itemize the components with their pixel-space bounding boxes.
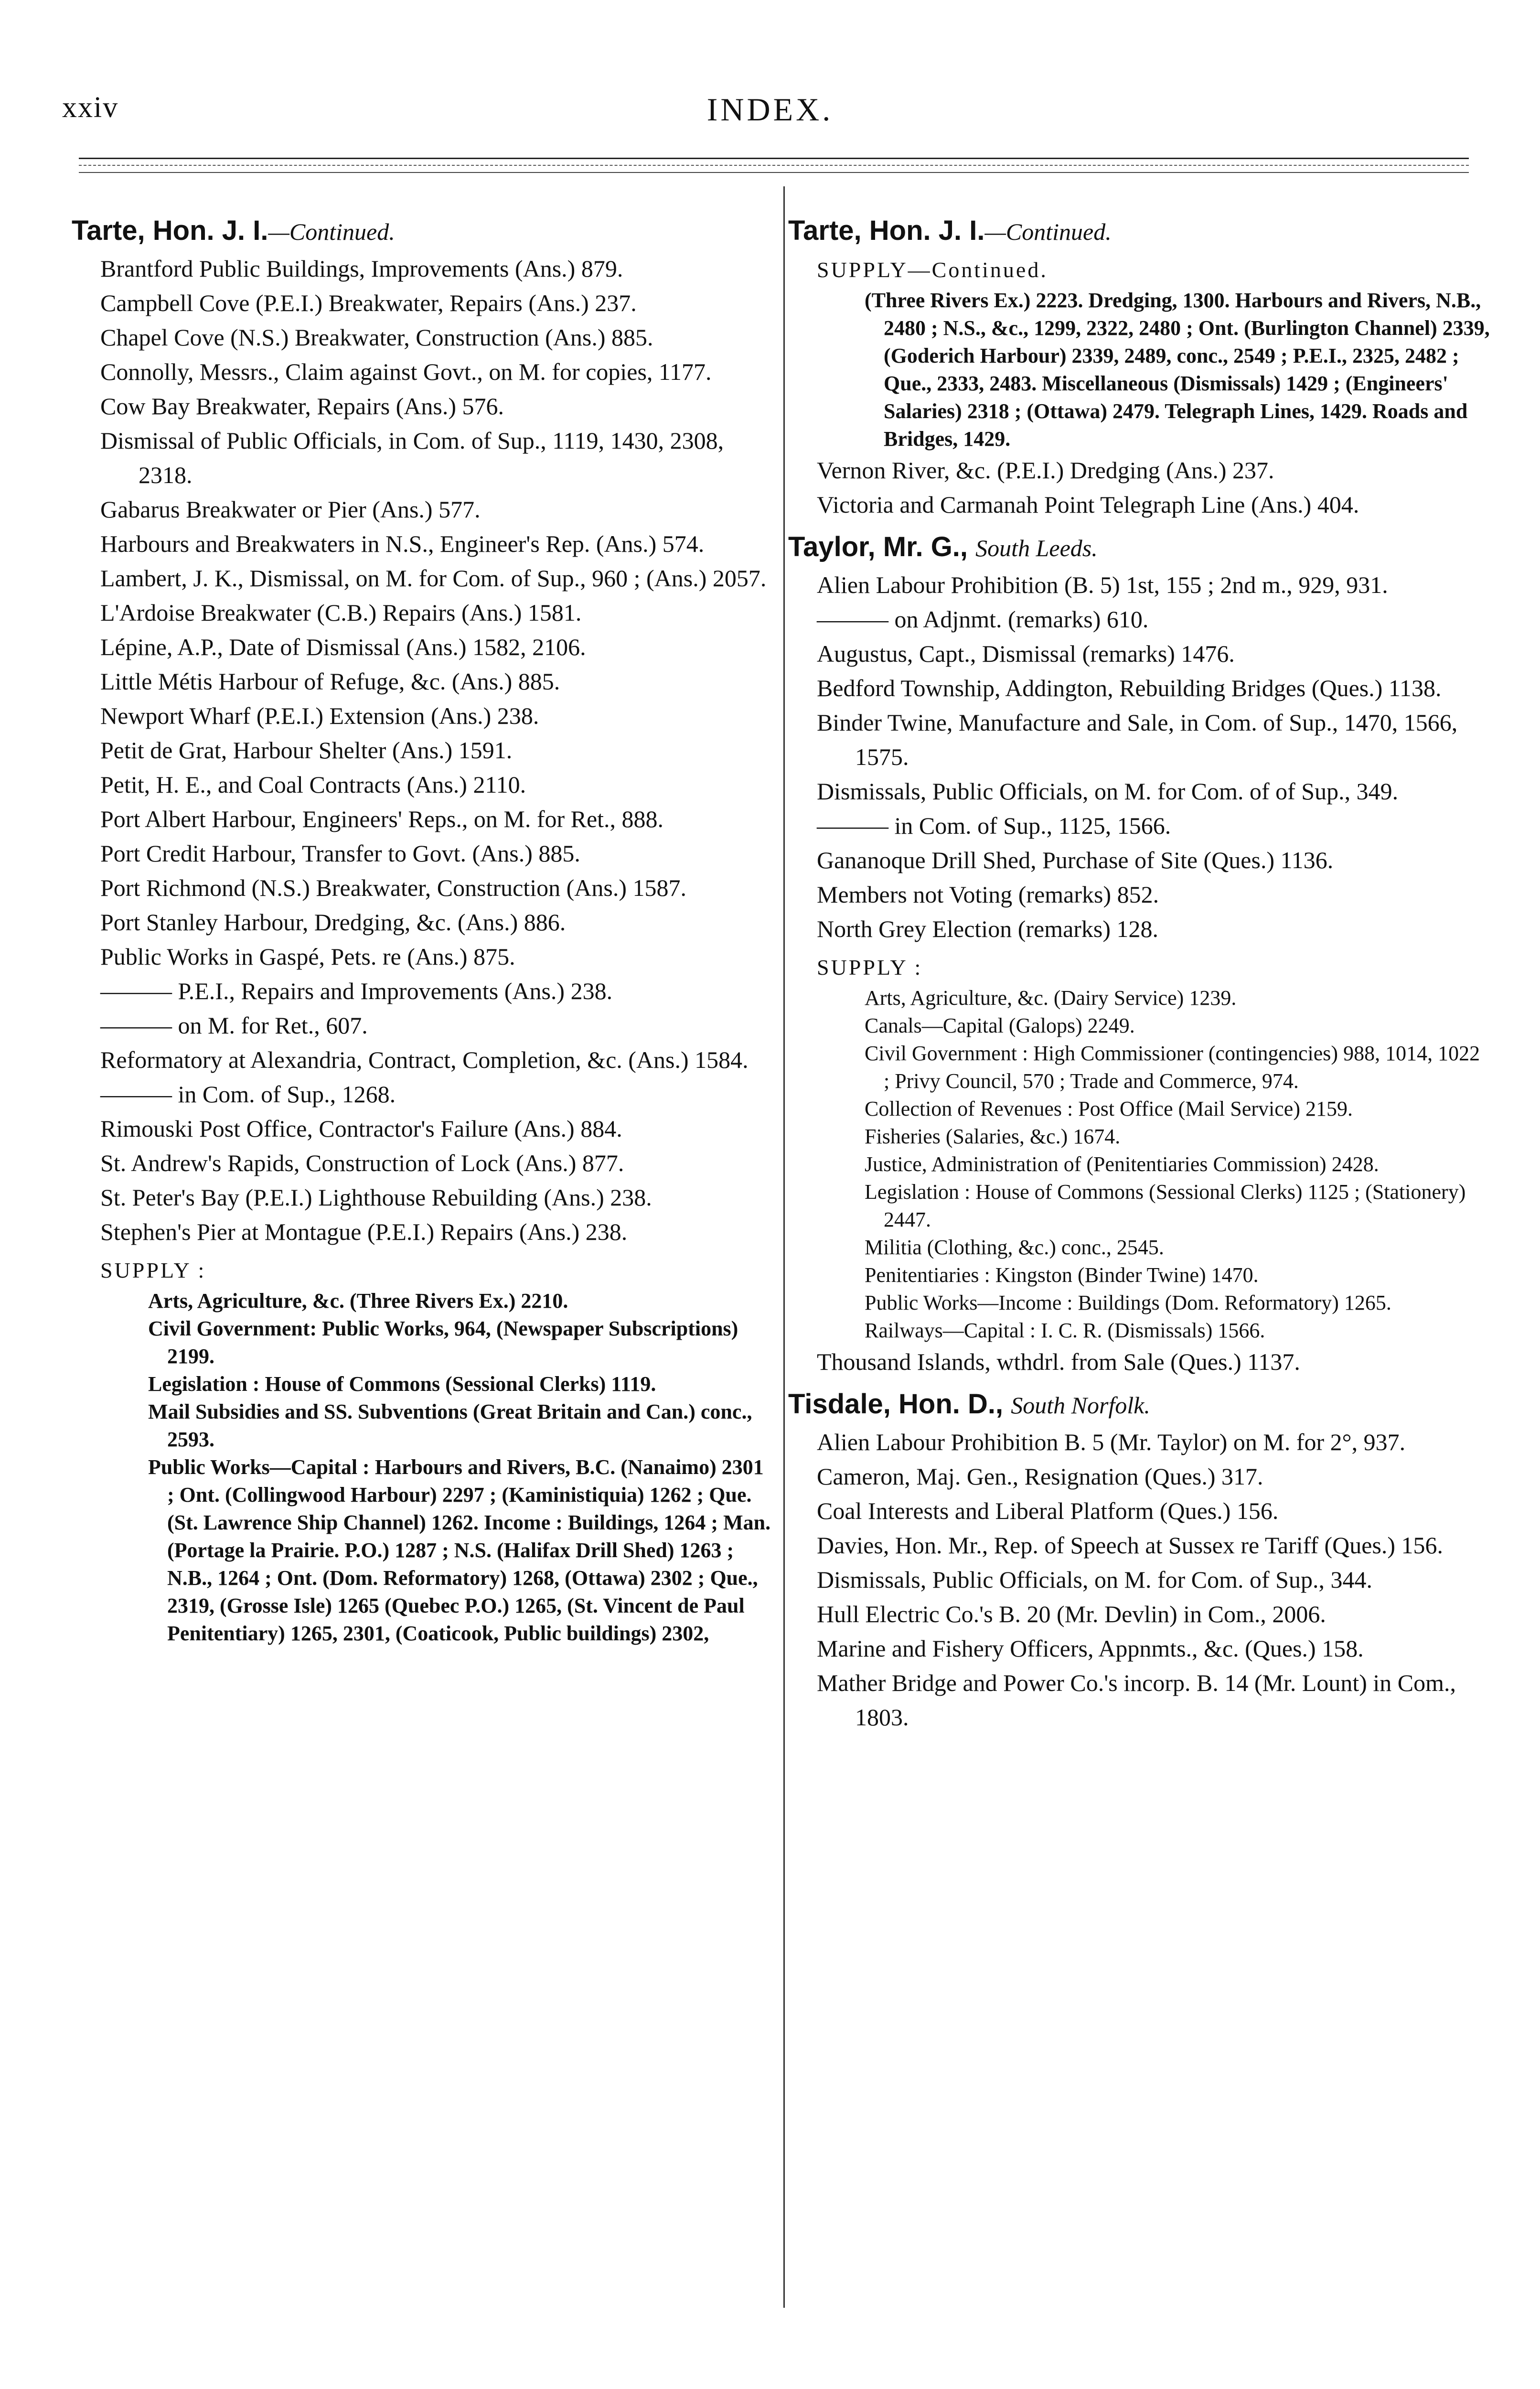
index-entry: Cow Bay Breakwater, Repairs (Ans.) 576. [100, 393, 504, 420]
index-heading-tarte [72, 214, 774, 248]
index-entry: St. Peter's Bay (P.E.I.) Lighthouse Rebuilding (Ans.) 238. [100, 1184, 652, 1211]
supply-entry: Militia (Clothing, &c.) conc., 2545. [865, 1236, 1164, 1259]
supply-entry: Collection of Revenues : Post Office (Mail Service) 2159. [865, 1097, 1353, 1120]
index-entry: Connolly, Messrs., Claim against Govt., on M. for copies, 1177. [100, 358, 712, 385]
index-entry: Rimouski Post Office, Contractor's Failure (Ans.) 884. [100, 1115, 622, 1142]
page-title: INDEX. [706, 91, 834, 128]
heading-riding: South Leeds. [975, 535, 1098, 561]
index-entry: Hull Electric Co.'s B. 20 (Mr. Devlin) in Com., 2006. [817, 1601, 1326, 1627]
entry-list [788, 568, 1490, 946]
index-entry: Lépine, A.P., Date of Dismissal (Ans.) 1582, 2106. [100, 634, 586, 660]
index-entry: Campbell Cove (P.E.I.) Breakwater, Repairs (Ans.) 237. [100, 290, 637, 316]
supply-list [72, 1287, 774, 1647]
index-entry: Victoria and Carmanah Point Telegraph Line (Ans.) 404. [817, 491, 1359, 518]
index-entry: Reformatory at Alexandria, Contract, Completion, &c. (Ans.) 1584. [100, 1046, 749, 1073]
index-entry: Dismissals, Public Officials, on M. for Com. of of Sup., 349. [817, 778, 1399, 805]
index-entry: Mather Bridge and Power Co.'s incorp. B. 14 (Mr. Lount) in Com., 1803. [817, 1669, 1456, 1731]
index-entry: Harbours and Breakwaters in N.S., Engineer's Rep. (Ans.) 574. [100, 530, 705, 557]
index-entry: Members not Voting (remarks) 852. [817, 881, 1159, 908]
page-number: xxiv [62, 91, 119, 124]
index-entry: Coal Interests and Liberal Platform (Ques.) 156. [817, 1497, 1279, 1524]
index-entry: Brantford Public Buildings, Improvements (Ans.) 879. [100, 255, 623, 282]
supply-continued-text: (Three Rivers Ex.) 2223. Dredging, 1300. Harbours and Rivers, N.B., 2480 ; N.S., &c., 1299, 2322, 2480 ; Ont. (Burlington Channel) 2339, (Goderich Harbour) 2339, 2489, conc., 2549 ; P.E.I., 2325, 2482 ; Que., 2333, 2483. Miscellaneous (Dismissals) 1429 ; (Engineers' Salaries) 2318 ; (Ottawa) 2479. Telegraph Lines, 1429. Roads and Bridges, 1429. [865, 289, 1490, 451]
entry-list [788, 1425, 1490, 1734]
supply-entry: Arts, Agriculture, &c. (Three Rivers Ex.) 2210. [148, 1289, 568, 1313]
heading-name: Tisdale, Hon. D., [788, 1388, 1004, 1420]
supply-entry: Legislation : House of Commons (Sessional Clerks) 1125 ; (Stationery) 2447. [865, 1180, 1466, 1231]
index-entry: Bedford Township, Addington, Rebuilding Bridges (Ques.) 1138. [817, 675, 1442, 701]
supply-entry: Mail Subsidies and SS. Subventions (Great Britain and Can.) conc., 2593. [148, 1400, 752, 1451]
supply-entry: Public Works—Income : Buildings (Dom. Reformatory) 1265. [865, 1291, 1391, 1314]
supply-label: SUPPLY : [100, 1258, 206, 1282]
heading-name: Tarte, Hon. J. I. [72, 215, 268, 246]
heading-continued: —Continued. [268, 218, 395, 245]
page-header [0, 91, 1540, 139]
heading-riding: South Norfolk. [1011, 1392, 1150, 1419]
header-rule-lower [79, 172, 1469, 173]
index-entry: Dismissal of Public Officials, in Com. of Sup., 1119, 1430, 2308, 2318. [100, 427, 724, 488]
index-entry: ——— P.E.I., Repairs and Improvements (Ans.) 238. [100, 978, 613, 1004]
index-entry: ——— on Adjnmt. (remarks) 610. [817, 606, 1149, 633]
supply-label: SUPPLY—Continued. [817, 258, 1048, 282]
index-entry: Dismissals, Public Officials, on M. for Com. of Sup., 344. [817, 1566, 1372, 1593]
supply-entry: Arts, Agriculture, &c. (Dairy Service) 1239. [865, 986, 1237, 1010]
supply-label: SUPPLY : [817, 955, 923, 979]
index-entry: Thousand Islands, wthdrl. from Sale (Ques.) 1137. [817, 1348, 1300, 1375]
index-entry: Public Works in Gaspé, Pets. re (Ans.) 875. [100, 943, 515, 970]
index-entry: Petit de Grat, Harbour Shelter (Ans.) 1591. [100, 737, 513, 764]
heading-name: Tarte, Hon. J. I. [788, 215, 985, 246]
index-entry: ——— on M. for Ret., 607. [100, 1012, 368, 1039]
heading-continued: —Continued. [984, 218, 1112, 245]
supply-entry: Public Works—Capital : Harbours and Rivers, B.C. (Nanaimo) 2301 ; Ont. (Collingwood Harbour) 2297 ; (Kaministiquia) 1262 ; Que. (St. Lawrence Ship Channel) 1262. Income : Buildings, 1264 ; Man. (Portage la Prairie. P.O.) 1287 ; N.S. (Halifax Drill Shed) 1263 ; N.B., 1264 ; Ont. (Dom. Reformatory) 1268, (Ottawa) 2302 ; Que., 2319, (Grosse Isle) 1265 (Quebec P.O.) 1265, (St. Vincent de Paul Penitentiary) 1265, 2301, (Coaticook, Public buildings) 2302, [148, 1455, 771, 1645]
supply-entry: Penitentiaries : Kingston (Binder Twine) 1470. [865, 1263, 1259, 1287]
index-entry: ——— in Com. of Sup., 1268. [100, 1081, 396, 1108]
index-entry: Gabarus Breakwater or Pier (Ans.) 577. [100, 496, 481, 523]
index-entry: Port Albert Harbour, Engineers' Reps., on M. for Ret., 888. [100, 806, 664, 832]
left-column [72, 205, 774, 1647]
supply-list [788, 984, 1490, 1345]
index-entry: Cameron, Maj. Gen., Resignation (Ques.) 317. [817, 1463, 1263, 1490]
index-entry: North Grey Election (remarks) 128. [817, 915, 1159, 942]
supply-entry: Civil Government: Public Works, 964, (Newspaper Subscriptions) 2199. [148, 1317, 738, 1368]
header-rule [79, 158, 1469, 159]
index-entry: ——— in Com. of Sup., 1125, 1566. [817, 812, 1171, 839]
entry-list [788, 453, 1490, 522]
index-entry: Chapel Cove (N.S.) Breakwater, Construction (Ans.) 885. [100, 324, 653, 351]
index-entry: Lambert, J. K., Dismissal, on M. for Com. of Sup., 960 ; (Ans.) 2057. [100, 565, 767, 592]
index-heading-tarte-continued [788, 214, 1490, 248]
index-entry: Augustus, Capt., Dismissal (remarks) 1476. [817, 640, 1235, 667]
index-entry: Gananoque Drill Shed, Purchase of Site (Ques.) 1136. [817, 847, 1334, 873]
entry-list [72, 251, 774, 1249]
index-entry: Vernon River, &c. (P.E.I.) Dredging (Ans.) 237. [817, 457, 1274, 484]
index-entry: Alien Labour Prohibition (B. 5) 1st, 155 ; 2nd m., 929, 931. [817, 571, 1388, 598]
index-entry: Port Stanley Harbour, Dredging, &c. (Ans.) 886. [100, 909, 566, 936]
index-heading-taylor [788, 530, 1490, 565]
supply-entry: Canals—Capital (Galops) 2249. [865, 1014, 1135, 1037]
index-entry: Petit, H. E., and Coal Contracts (Ans.) 2110. [100, 771, 526, 798]
index-entry: Newport Wharf (P.E.I.) Extension (Ans.) 238. [100, 702, 539, 729]
index-entry: L'Ardoise Breakwater (C.B.) Repairs (Ans.) 1581. [100, 599, 582, 626]
column-divider [783, 186, 785, 2308]
index-entry: Port Credit Harbour, Transfer to Govt. (Ans.) 885. [100, 840, 580, 867]
index-entry: Stephen's Pier at Montague (P.E.I.) Repairs (Ans.) 238. [100, 1218, 628, 1245]
index-entry: Alien Labour Prohibition B. 5 (Mr. Taylor) on M. for 2°, 937. [817, 1429, 1406, 1455]
supply-entry: Legislation : House of Commons (Sessional Clerks) 1119. [148, 1372, 656, 1396]
index-entry: Binder Twine, Manufacture and Sale, in Com. of Sup., 1470, 1566, 1575. [817, 709, 1458, 770]
supply-entry: Railways—Capital : I. C. R. (Dismissals) 1566. [865, 1319, 1265, 1342]
index-entry: Port Richmond (N.S.) Breakwater, Construction (Ans.) 1587. [100, 874, 687, 901]
supply-entry: Civil Government : High Commissioner (contingencies) 988, 1014, 1022 ; Privy Council, 570 ; Trade and Commerce, 974. [865, 1042, 1480, 1093]
entry-list [788, 1345, 1490, 1379]
heading-name: Taylor, Mr. G., [788, 531, 968, 562]
right-column [788, 205, 1490, 1734]
header-rule-dashed [79, 165, 1469, 166]
index-entry: St. Andrew's Rapids, Construction of Lock (Ans.) 877. [100, 1150, 624, 1176]
index-entry: Davies, Hon. Mr., Rep. of Speech at Sussex re Tariff (Ques.) 156. [817, 1532, 1444, 1559]
supply-entry: Justice, Administration of (Penitentiaries Commission) 2428. [865, 1152, 1379, 1176]
index-heading-tisdale [788, 1388, 1490, 1422]
index-entry: Marine and Fishery Officers, Appnmts., &c. (Ques.) 158. [817, 1635, 1364, 1662]
index-entry: Little Métis Harbour of Refuge, &c. (Ans.) 885. [100, 668, 560, 695]
supply-entry: Fisheries (Salaries, &c.) 1674. [865, 1125, 1121, 1148]
